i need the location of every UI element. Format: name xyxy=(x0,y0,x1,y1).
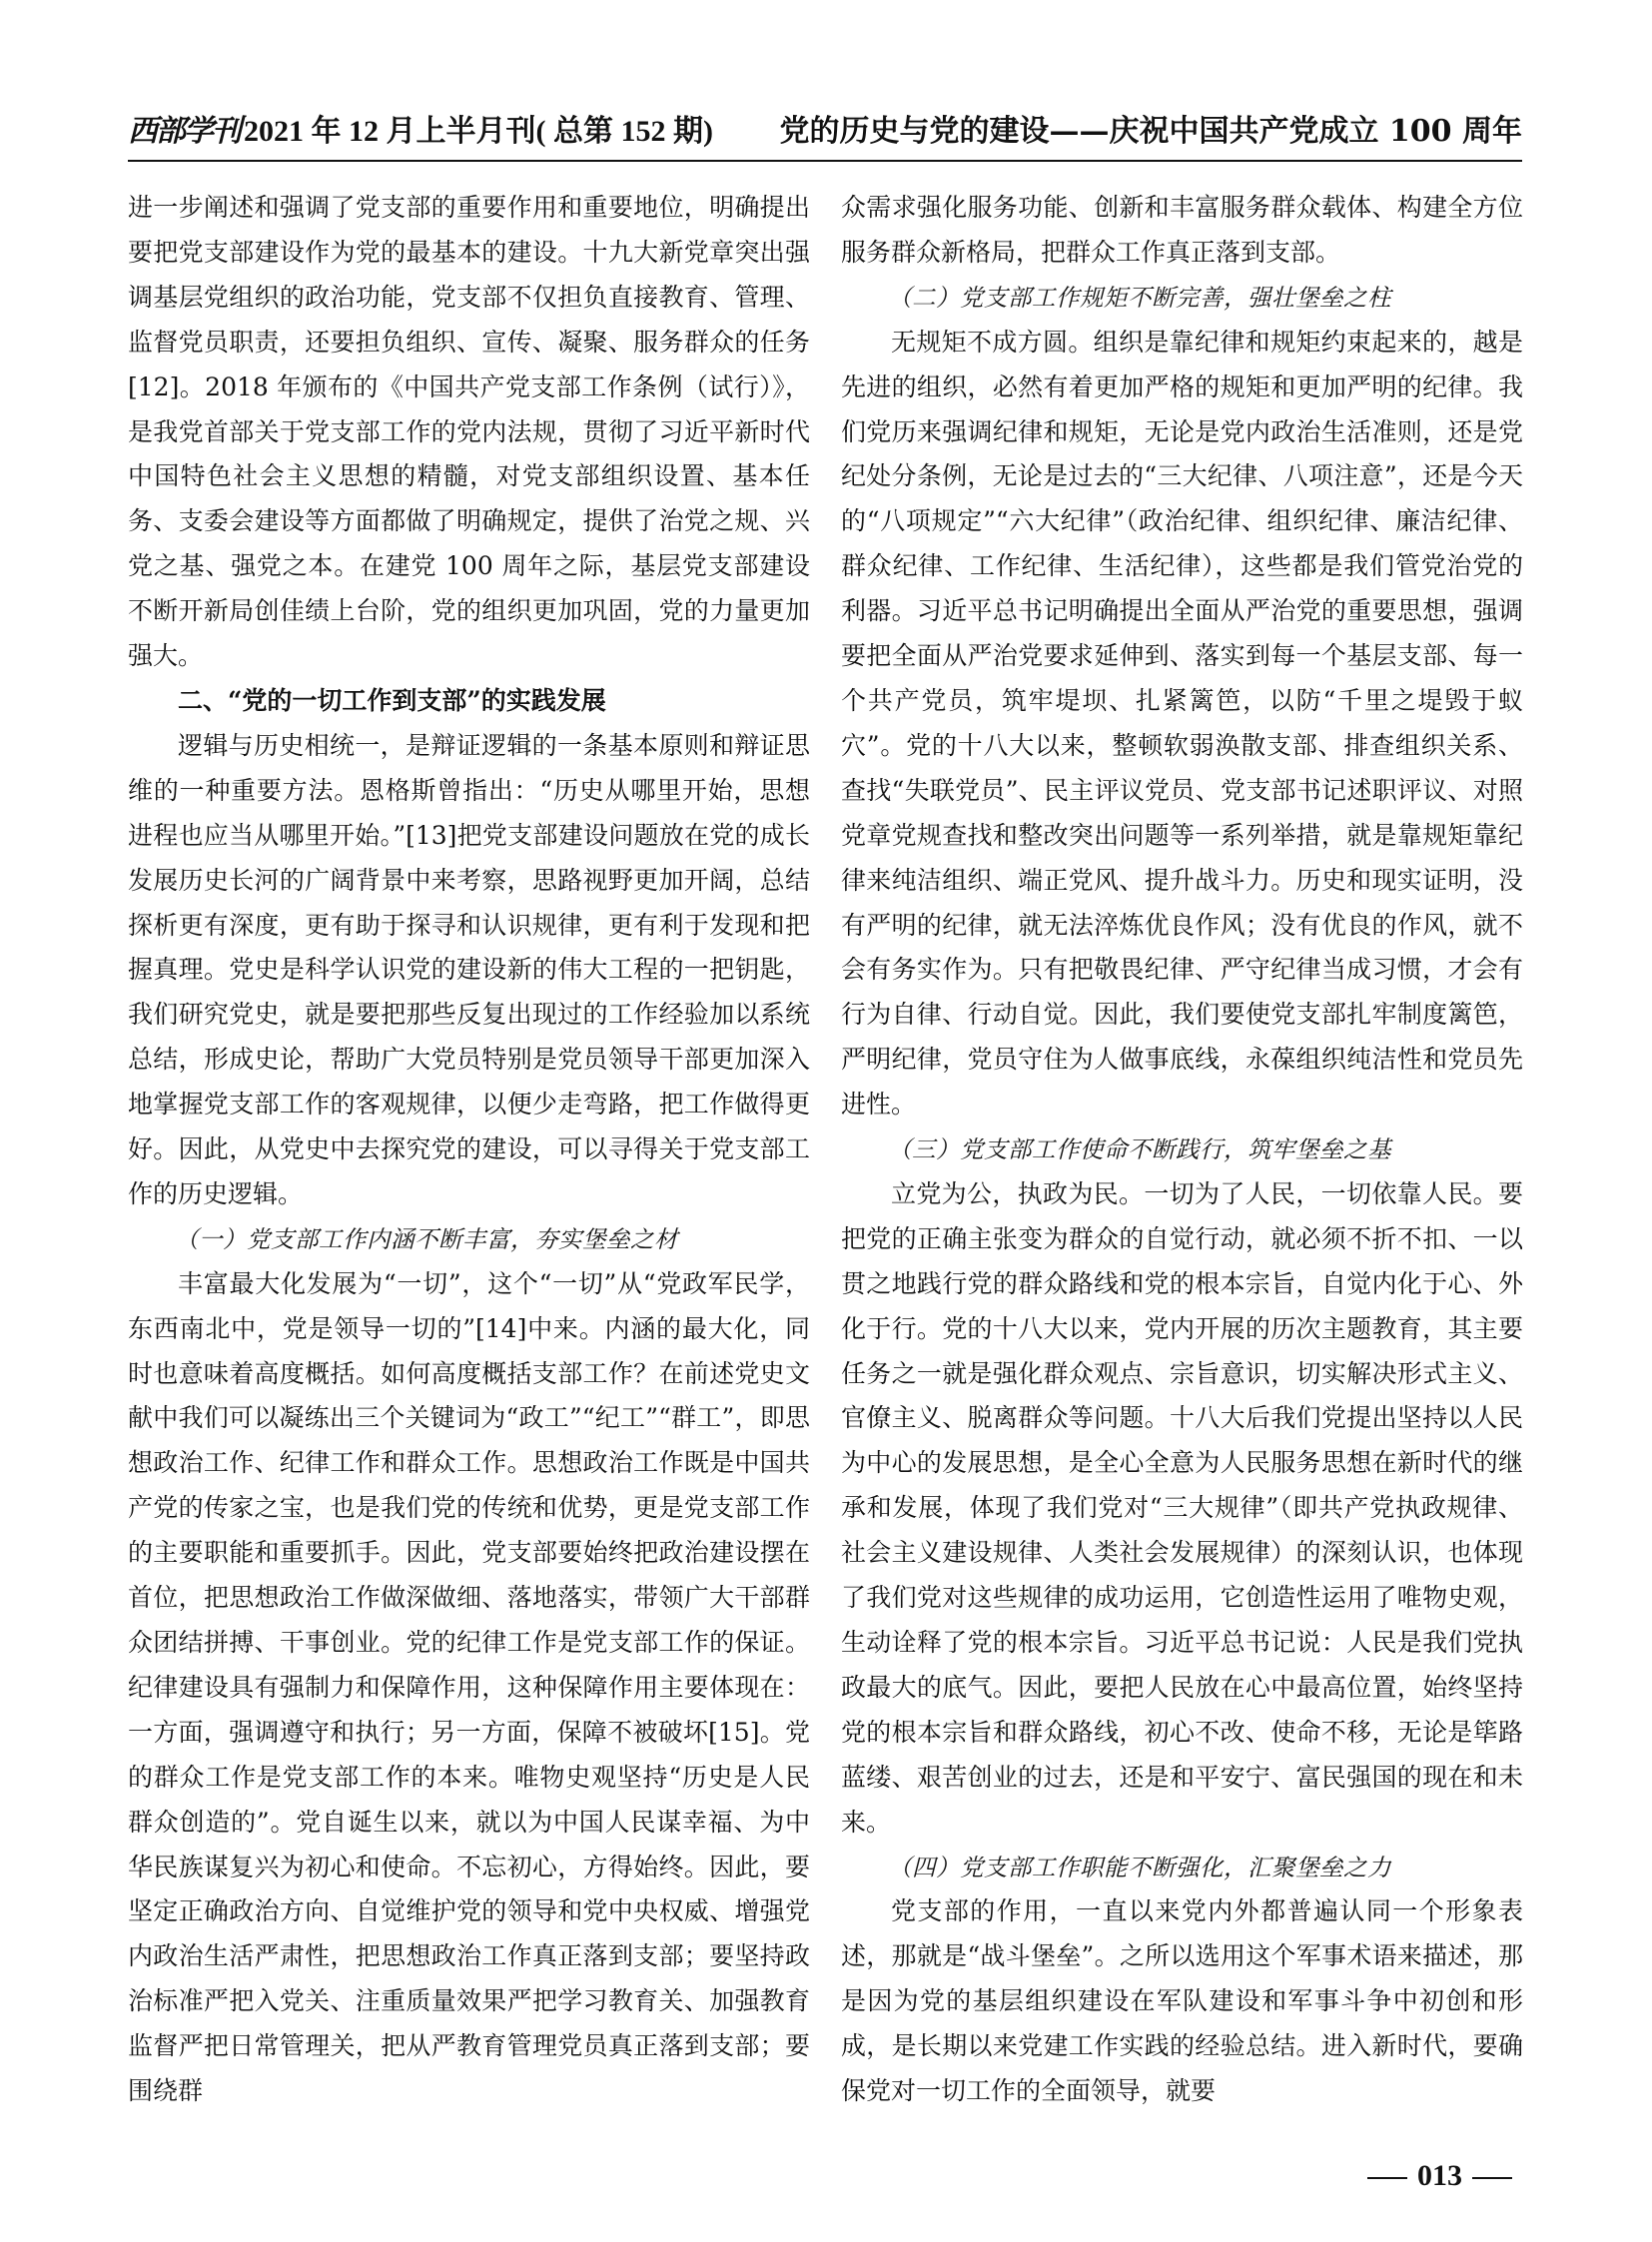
page-number: 013 xyxy=(1417,2159,1462,2192)
dash-left xyxy=(1367,2177,1407,2179)
page-header xyxy=(128,110,1522,162)
subsection-heading: （四）党支部工作职能不断强化，汇聚堡垒之力 xyxy=(888,1853,1391,1881)
subsection-heading: （三）党支部工作使命不断践行，筑牢堡垒之基 xyxy=(888,1135,1391,1164)
paragraph: 立党为公，执政为民。一切为了人民，一切依靠人民。要把党的正确主张变为群众的自觉行动，就必须不折不扣、一以贯之地践行党的群众路线和党的根本宗旨，自觉内化于心、外化于行。党的十八大以来，党内开展的历次主题教育，其主要任务之一就是强化群众观点、宗旨意识，切实解决形式主义、官僚主义、脱离群众等问题。十八大后我们党提出坚持以人民为中心的发展思想，是全心全意为人民服务思想在新时代的继承和发展，体现了我们党对“三大规律”（即共产党执政规律、社会主义建设规律、人类社会发展规律）的深刻认识，也体现了我们党对这些规律的成功运用，它创造性运用了唯物史观，生动诠释了党的根本宗旨。习近平总书记说：人民是我们党执政最大的底气。因此，要把人民放在心中最高位置，始终坚持党的根本宗旨和群众路线，初心不改、使命不移，无论是筚路蓝缕、艰苦创业的过去，还是和平安宁、富民强国的现在和未来。 xyxy=(841,1178,1523,1837)
section-heading: 二、“党的一切工作到支部”的实践发展 xyxy=(178,685,606,715)
paragraph: 进一步阐述和强调了党支部的重要作用和重要地位，明确提出要把党支部建设作为党的最基本的建设。十九大新党章突出强调基层党组织的政治功能，党支部不仅担负直接教育、管理、监督党员职责，还要担负组织、宣传、凝聚、服务群众的任务[12]。2018 年颁布的《中国共产党支部工作条例（试行）》，是我党首部关于党支部工作的党内法规，贯彻了习近平新时代中国特色社会主义思想的精髓，对党支部组织设置、基本任务、支委会建设等方面都做了明确规定，提供了治党之规、兴党之基、强党之本。在建党 100 周年之际，基层党支部建设不断开新局创佳绩上台阶，党的组织更加巩固，党的力量更加强大。 xyxy=(128,193,810,671)
left-column xyxy=(128,186,810,2114)
subsection-heading: （二）党支部工作规矩不断完善，强壮堡垒之柱 xyxy=(888,283,1391,312)
masthead xyxy=(128,112,713,152)
subsection-heading: （一）党支部工作内涵不断丰富，夯实堡垒之材 xyxy=(175,1224,678,1253)
paragraph: 无规矩不成方圆。组织是靠纪律和规矩约束起来的，越是先进的组织，必然有着更加严格的规矩和更加严明的纪律。我们党历来强调纪律和规矩，无论是党内政治生活准则，还是党纪处分条例，无论是过去的“三大纪律、八项注意”，还是今天的“八项规定”“六大纪律”（政治纪律、组织纪律、廉洁纪律、群众纪律、工作纪律、生活纪律），这些都是我们管党治党的利器。习近平总书记明确提出全面从严治党的重要思想，强调要把全面从严治党要求延伸到、落实到每一个基层支部、每一个共产党员，筑牢堤坝、扎紧篱笆，以防“千里之堤毁于蚁穴”。党的十八大以来，整顿软弱涣散支部、排查组织关系、查找“失联党员”、民主评议党员、党支部书记述职评议、对照党章党规查找和整改突出问题等一系列举措，就是靠规矩靠纪律来纯洁组织、端正党风、提升战斗力。历史和现实证明，没有严明的纪律，就无法淬炼优良作风；没有优良的作风，就不会有务实作为。只有把敬畏纪律、严守纪律当成习惯，才会有行为自律、行动自觉。因此，我们要使党支部扎牢制度篱笆，严明纪律，党员守住为人做事底线，永葆组织纯洁性和党员先进性。 xyxy=(841,327,1523,1120)
paragraph: 众需求强化服务功能、创新和丰富服务群众载体、构建全方位服务群众新格局，把群众工作真正落到支部。 xyxy=(841,193,1523,267)
paragraph: 逻辑与历史相统一，是辩证逻辑的一条基本原则和辩证思维的一种重要方法。恩格斯曾指出：“历史从哪里开始，思想进程也应当从哪里开始。”[13]把党支部建设问题放在党的成长发展历史长河的广阔背景中来考察，思路视野更加开阔，总结探析更有深度，更有助于探寻和认识规律，更有利于发现和把握真理。党史是科学认识党的建设新的伟大工程的一把钥匙，我们研究党史，就是要把那些反复出现过的工作经验加以系统总结，形成史论，帮助广大党员特别是党员领导干部更加深入地掌握党支部工作的客观规律，以便少走弯路，把工作做得更好。因此，从党史中去探究党的建设，可以寻得关于党支部工作的历史逻辑。 xyxy=(128,730,810,1208)
issue-info: 2021 年 12 月上半月刊( 总第 152 期) xyxy=(244,115,713,148)
paragraph: 丰富最大化发展为“一切”，这个“一切”从“党政军民学，东西南北中，党是领导一切的”[14]中来。内涵的最大化，同时也意味着高度概括。如何高度概括支部工作？在前述党史文献中我们可以凝练出三个关键词为“政工”“纪工”“群工”，即思想政治工作、纪律工作和群众工作。思想政治工作既是中国共产党的传家之宝，也是我们党的传统和优势，更是党支部工作的主要职能和重要抓手。因此，党支部要始终把政治建设摆在首位，把思想政治工作做深做细、落地落实，带领广大干部群众团结拼搏、干事创业。党的纪律工作是党支部工作的保证。纪律建设具有强制力和保障作用，这种保障作用主要体现在：一方面，强调遵守和执行；另一方面，保障不被破坏[15]。党的群众工作是党支部工作的本来。唯物史观坚持“历史是人民群众创造的”。党自诞生以来，就以为中国人民谋幸福、为中华民族谋复兴为初心和使命。不忘初心，方得始终。因此，要坚定正确政治方向、自觉维护党的领导和党中央权威、增强党内政治生活严肃性，把思想政治工作真正落到支部；要坚持政治标准严把入党关、注重质量效果严把学习教育关、加强教育监督严把日常管理关，把从严教育管理党员真正落到支部；要围绕群 xyxy=(128,1268,810,2106)
paragraph: 党支部的作用，一直以来党内外都普遍认同一个形象表述，那就是“战斗堡垒”。之所以选用这个军事术语来描述，那是因为党的基层组织建设在军队建设和军事斗争中初创和形成，是长期以来党建工作实践的经验总结。进入新时代，要确保党对一切工作的全面领导，就要 xyxy=(841,1896,1523,2106)
page-footer xyxy=(1357,2159,1522,2193)
journal-logo: 西部学刊 xyxy=(128,114,240,149)
running-title: 党的历史与党的建设——庆祝中国共产党成立 100 周年 xyxy=(779,114,1522,149)
dash-right xyxy=(1472,2177,1512,2179)
right-column xyxy=(841,186,1523,2114)
